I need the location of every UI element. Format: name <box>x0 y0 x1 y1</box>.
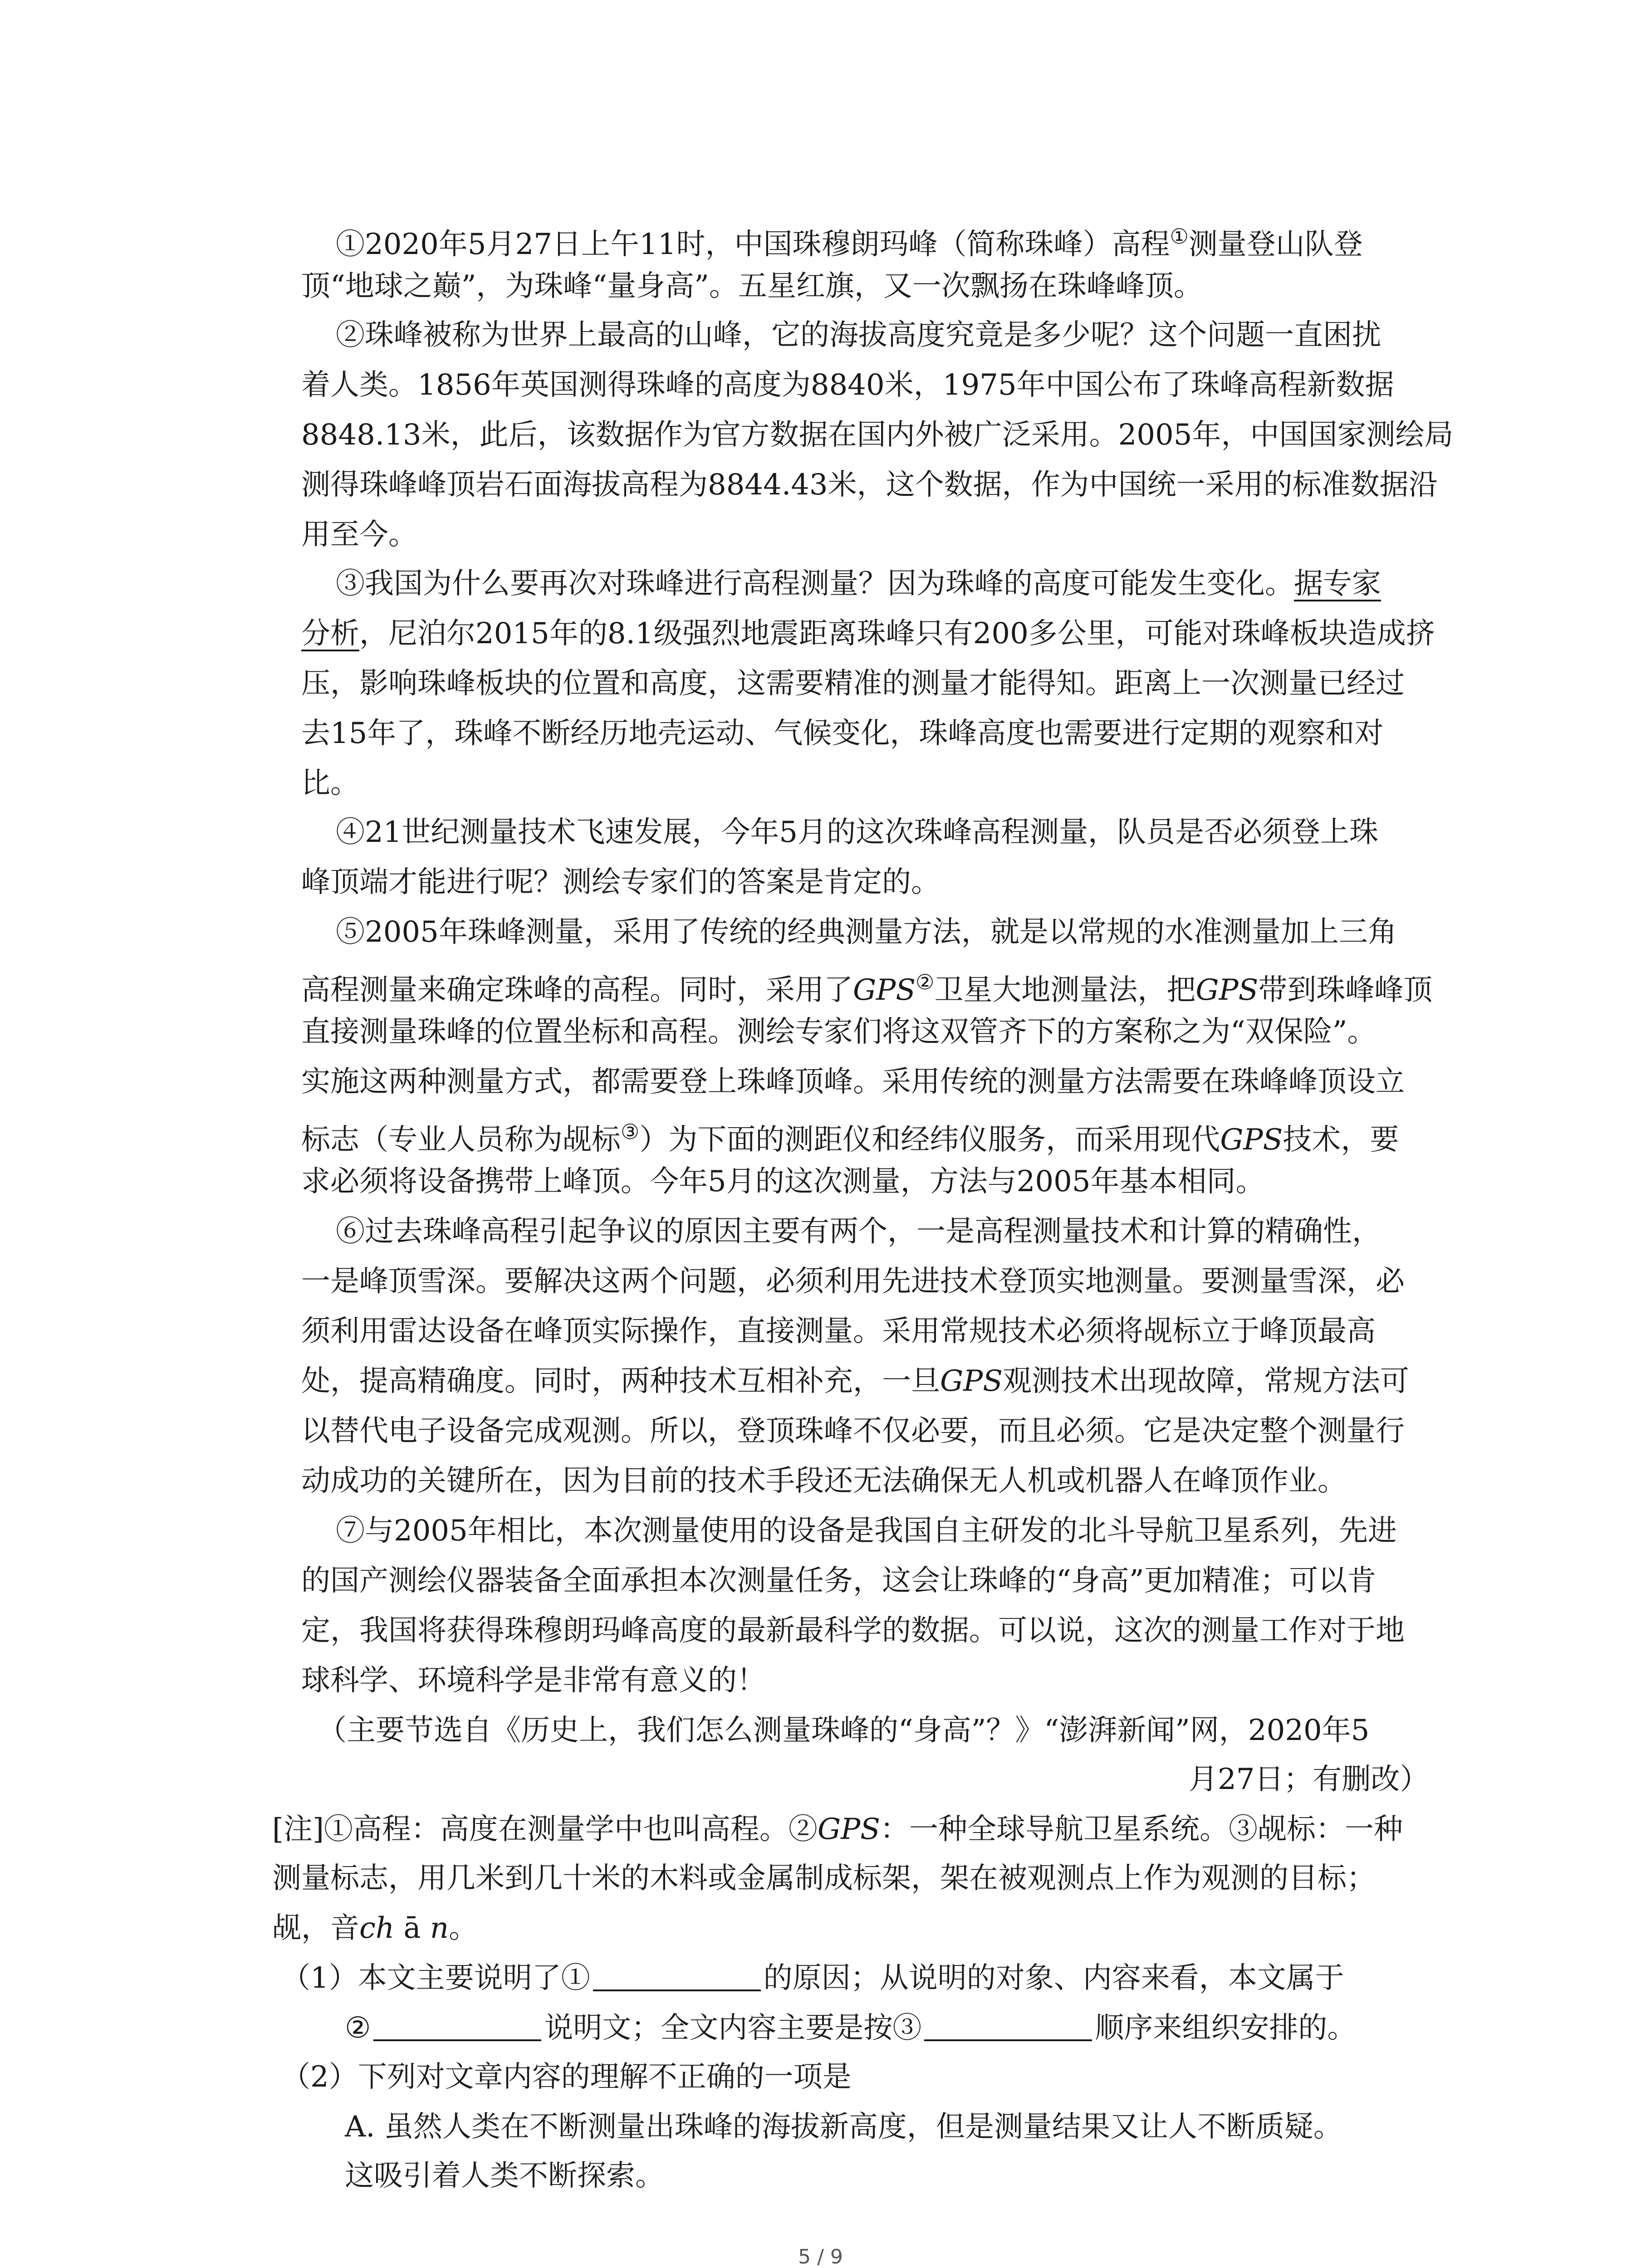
q2-option-a-line2: 这吸引着人类不断探索。 <box>345 2159 664 2193</box>
page-number: 5 / 9 <box>798 2245 843 2268</box>
p3-line5: 比。 <box>301 767 359 800</box>
answer-blank-1[interactable] <box>593 1989 761 1991</box>
gps-term: GPS <box>940 1364 1003 1398</box>
answer-blank-3[interactable] <box>924 2039 1092 2041</box>
p1-line2: 顶“地球之巅”，为珠峰“量身高”。五星红旗，又一次飘扬在珠峰峰顶。 <box>301 269 1203 303</box>
notes-line3 <box>272 1903 478 1953</box>
gps-term: GPS <box>853 973 916 1007</box>
p6-line6: 动成功的关键所在，因为目前的技术手段还无法确保无人机或机器人在峰顶作业。 <box>301 1464 1347 1498</box>
source-line2: 月27日；有删改） <box>1189 1763 1429 1796</box>
footnote-mark: ③ <box>621 1119 640 1144</box>
p6-line4 <box>301 1356 1409 1406</box>
text: ：一种全球导航卫星系统。③觇标：一种 <box>880 1813 1403 1846</box>
p7-line2: 的国产测绘仪器装备全面承担本次测量任务，这会让珠峰的“身高”更加精准；可以肯 <box>301 1564 1376 1598</box>
text: 高程测量来确定珠峰的高程。同时，采用了 <box>301 973 853 1007</box>
text: 顺序来组织安排的。 <box>1095 2011 1357 2045</box>
answer-blank-2[interactable] <box>373 2039 541 2041</box>
text: 的原因；从说明的对象、内容来看，本文属于 <box>763 1961 1344 1995</box>
text: （1）本文主要说明了① <box>281 1961 590 1995</box>
p5-line6: 求必须将设备携带上峰顶。今年5月的这次测量，方法与2005年基本相同。 <box>301 1165 1265 1198</box>
p3-line1 <box>336 559 1381 609</box>
pinyin: n <box>430 1911 449 1945</box>
gps-term: GPS <box>1220 1123 1283 1157</box>
text: 说明文；全文内容主要是按③ <box>544 2011 922 2045</box>
underlined-phrase: 据专家 <box>1294 567 1381 601</box>
p7-line4: 球科学、环境科学是非常有意义的！ <box>301 1664 766 1697</box>
notes-line1 <box>272 1804 1403 1854</box>
text: ）为下面的测距仪和经纬仪服务，而采用现代 <box>639 1123 1220 1157</box>
p1-line1 <box>336 211 1363 269</box>
q1-line1 <box>281 1953 1344 2003</box>
text: 卫星大地测量法，把 <box>934 973 1196 1007</box>
p4-line2: 峰顶端才能进行呢？测绘专家们的答案是肯定的。 <box>301 865 940 899</box>
p2-line2: 着人类。1856年英国测得珠峰的高度为8840米，1975年中国公布了珠峰高程新数据 <box>301 368 1394 402</box>
text: 觇，音 <box>272 1911 359 1945</box>
text: 处，提高精确度。同时，两种技术互相补充，一旦 <box>301 1364 940 1398</box>
p6-line3: 须利用雷达设备在峰顶实际操作，直接测量。采用常规技术必须将觇标立于峰顶最高 <box>301 1315 1376 1348</box>
p5-line2 <box>301 957 1432 1015</box>
source-line1: （主要节选自《历史上，我们怎么测量珠峰的“身高”？》“澎湃新闻”网，2020年5 <box>318 1714 1370 1747</box>
footnote-mark: ② <box>916 970 935 994</box>
gps-term: GPS <box>817 1813 880 1846</box>
footnote-mark: ① <box>1170 224 1189 249</box>
notes-line2: 测量标志，用几米到几十米的木料或金属制成标架，架在被观测点上作为观测的目标； <box>272 1862 1376 1895</box>
text: ，尼泊尔2015年的8.1级强烈地震距离珠峰只有200多公里，可能对珠峰板块造成挤 <box>359 617 1435 650</box>
gps-term: GPS <box>1195 973 1259 1007</box>
text: 技术，要 <box>1283 1123 1399 1157</box>
p6-line5: 以替代电子设备完成观测。所以，登顶珠峰不仅必要，而且必须。它是决定整个测量行 <box>301 1414 1405 1448</box>
p3-line4: 去15年了，珠峰不断经历地壳运动、气候变化，珠峰高度也需要进行定期的观察和对 <box>301 717 1384 750</box>
p5-line4: 实施这两种测量方式，都需要登上珠峰顶峰。采用传统的测量方法需要在珠峰峰顶设立 <box>301 1065 1405 1099</box>
p5-line5 <box>301 1107 1399 1165</box>
pinyin-tone: ā <box>403 1911 421 1945</box>
underlined-phrase: 分析 <box>301 617 359 650</box>
q2-stem: （2）下列对文章内容的理解不正确的一项是 <box>281 2060 852 2094</box>
text: 测量登山队登 <box>1188 228 1363 262</box>
p2-line1: ②珠峰被称为世界上最高的山峰，它的海拔高度究竟是多少呢？这个问题一直困扰 <box>336 318 1381 352</box>
p5-line3: 直接测量珠峰的位置坐标和高程。测绘专家们将这双管齐下的方案称之为“双保险”。 <box>301 1015 1376 1049</box>
p6-line2: 一是峰顶雪深。要解决这两个问题，必须利用先进技术登顶实地测量。要测量雪深，必 <box>301 1265 1405 1298</box>
p6-line1: ⑥过去珠峰高程引起争议的原因主要有两个，一是高程测量技术和计算的精确性， <box>336 1215 1381 1248</box>
p3-line2 <box>301 609 1435 659</box>
p2-line4: 测得珠峰峰顶岩石面海拔高程为8844.43米，这个数据，作为中国统一采用的标准数据沿 <box>301 468 1438 502</box>
p5-line1: ⑤2005年珠峰测量，采用了传统的经典测量方法，就是以常规的水准测量加上三角 <box>336 915 1397 949</box>
q1-line2 <box>345 2003 1356 2053</box>
text: ①2020年5月27日上午11时，中国珠穆朗玛峰（简称珠峰）高程 <box>336 228 1170 262</box>
pinyin: ch <box>359 1911 395 1945</box>
text: 标志（专业人员称为觇标 <box>301 1123 621 1157</box>
text: ③我国为什么要再次对珠峰进行高程测量？因为珠峰的高度可能发生变化。 <box>336 567 1294 601</box>
p2-line3: 8848.13米，此后，该数据作为官方数据在国内外被广泛采用。2005年，中国国家测绘局 <box>301 418 1454 452</box>
text: 。 <box>449 1911 478 1945</box>
text: ② <box>345 2011 371 2045</box>
text: 观测技术出现故障，常规方法可 <box>1003 1364 1410 1398</box>
p4-line1: ④21世纪测量技术飞速发展，今年5月的这次珠峰高程测量，队员是否必须登上珠 <box>336 816 1379 849</box>
p7-line3: 定，我国将获得珠穆朗玛峰高度的最新最科学的数据。可以说，这次的测量工作对于地 <box>301 1614 1405 1647</box>
p3-line3: 压，影响珠峰板块的位置和高度，这需要精准的测量才能得知。距离上一次测量已经过 <box>301 667 1405 700</box>
q2-option-a-line1[interactable]: A. 虽然人类在不断测量出珠峰的海拔新高度，但是测量结果又让人不断质疑。 <box>345 2110 1342 2144</box>
p7-line1: ⑦与2005年相比，本次测量使用的设备是我国自主研发的北斗导航卫星系列，先进 <box>336 1514 1397 1548</box>
p2-line5: 用至今。 <box>301 518 417 552</box>
text: 带到珠峰峰顶 <box>1258 973 1433 1007</box>
text: [注]①高程：高度在测量学中也叫高程。② <box>272 1813 818 1846</box>
